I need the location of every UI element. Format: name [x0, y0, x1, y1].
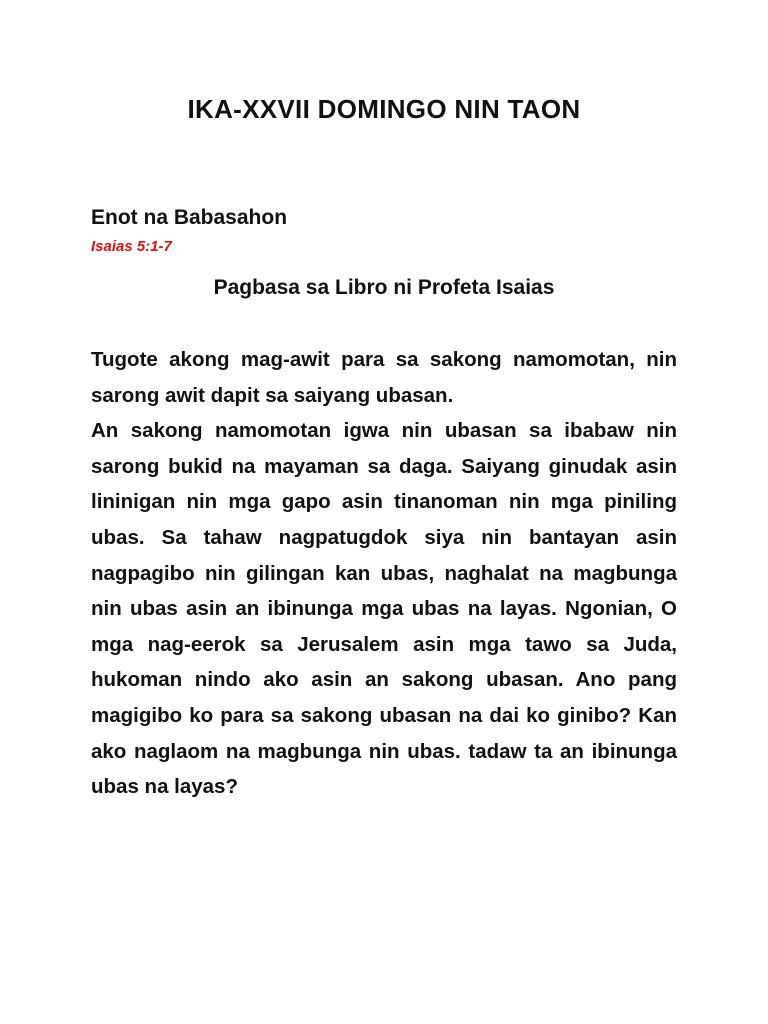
scripture-citation: Isaias 5:1-7 [91, 238, 172, 255]
body-paragraph: Tugote akong mag-awit para sa sakong namomotan, nin sarong awit dapit sa saiyang ubasan. [91, 348, 677, 407]
reading-body [91, 342, 677, 805]
body-paragraph: An sakong namomotan igwa nin ubasan sa ibabaw nin sarong bukid na mayaman sa daga. Saiyang ginudak asin lininigan nin mga gapo asin tinanoman nin mga piniling ubas. Sa tahaw nagpatugdok siya nin bantayan asin nagpagibo nin gilingan kan ubas, naghalat na magbunga nin ubas asin an ibinunga mga ubas na layas. Ngonian, O mga nag-eerok sa Jerusalem asin mga tawo sa Juda, hukoman nindo ako asin an sakong ubasan. Ano pang magigibo ko para sa sakong ubasan na dai ko ginibo? Kan ako naglaom na magbunga nin ubas. tadaw ta an ibinunga ubas na layas? [91, 419, 677, 799]
page-title: IKA-XXVII DOMINGO NIN TAON [187, 94, 581, 124]
reading-heading: Pagbasa sa Libro ni Profeta Isaias [213, 276, 555, 299]
section-label: Enot na Babasahon [91, 206, 288, 229]
